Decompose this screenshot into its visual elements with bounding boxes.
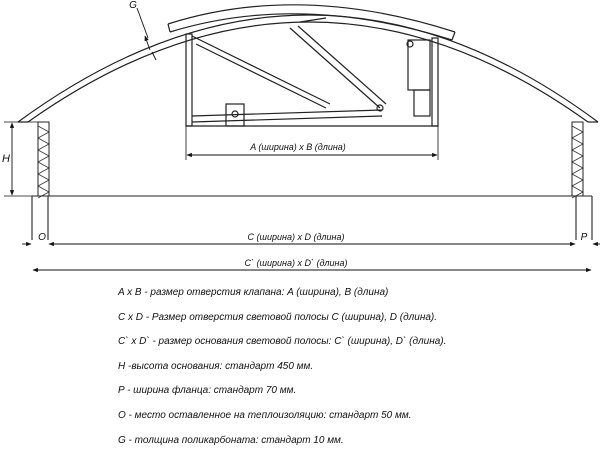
legend-item-g: G - толщина поликарбоната: стандарт 10 мм.	[118, 434, 344, 446]
opening-dimension	[186, 126, 438, 160]
legend-item-cd: C x D - Размер отверстия световой полосы C (ширина), D (длина).	[118, 311, 438, 323]
o-dimension	[22, 232, 46, 244]
strip-dimension	[49, 232, 575, 244]
base-dimension	[33, 258, 591, 270]
g-label: G	[129, 0, 137, 11]
right-base-wall	[572, 122, 583, 198]
polycarbonate-arch	[18, 15, 598, 122]
left-base-wall	[38, 122, 49, 198]
legend-item-h: H -высота основания: стандарт 450 мм.	[118, 360, 314, 372]
legend-item-o: O - место оставленное на теплоизоляцию: стандарт 50 мм.	[118, 409, 412, 421]
hatch-frame	[168, 5, 455, 126]
h-dimension	[2, 122, 38, 196]
opening-label: A (ширина) x B (длина)	[250, 142, 346, 152]
base-label: C` (ширина) x D` (длина)	[244, 258, 348, 268]
o-label: O	[38, 232, 46, 243]
legend-item-p: P - ширина фланца: стандарт 70 мм.	[118, 385, 297, 397]
legend-item-cd-base: C` x D` - размер основания световой полосы: C` (ширина), D` (длина).	[118, 336, 447, 348]
legend-item-ab: A x B - размер отверстия клапана: A (ширина), B (длина)	[118, 287, 389, 298]
g-thickness-indicator	[137, 8, 156, 60]
legend	[118, 286, 588, 458]
p-dimension	[581, 232, 600, 244]
strip-label: C (ширина) x D (длина)	[247, 232, 345, 242]
h-label: H	[2, 153, 10, 165]
p-label: P	[580, 232, 588, 243]
